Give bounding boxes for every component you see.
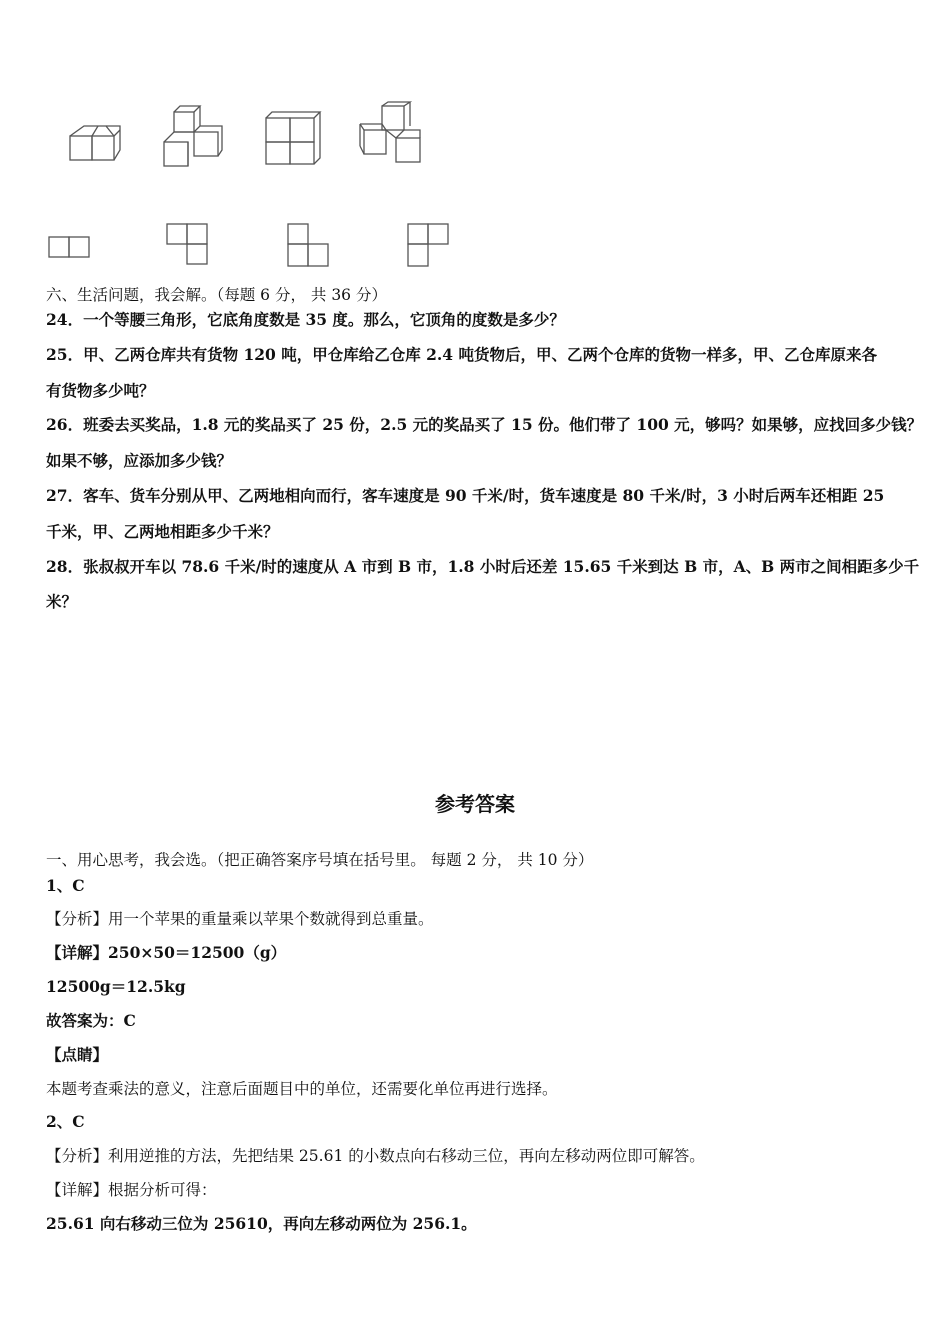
answer-1-detail: 【详解】250×50＝12500（g）	[46, 943, 287, 962]
answer-1-label: 1、C	[46, 876, 85, 895]
answer-1-comment: 本题考查乘法的意义，注意后面题目中的单位，还需要化单位再进行选择。	[46, 1080, 558, 1098]
answer-2-detail: 【详解】根据分析可得：	[46, 1181, 217, 1199]
solid-figure-2	[160, 104, 226, 170]
section6-heading: 六、生活问题，我会解。（每题 6 分， 共 36 分）	[46, 286, 387, 304]
answer-1-comment-label: 【点睛】	[46, 1045, 109, 1064]
question-28-line1: 28．张叔叔开车以 78.6 千米/时的速度从 A 市到 B 市，1.8 小时后还差 15.65 千米到达 B 市，A、B 两市之间相距多少千	[46, 557, 920, 576]
question-26-line1: 26．班委去买奖品，1.8 元的奖品买了 25 份，2.5 元的奖品买了 15 份。他们带了 100 元，够吗？如果够，应找回多少钱？	[46, 415, 923, 434]
question-27-line1: 27．客车、货车分别从甲、乙两地相向而行，客车速度是 90 千米/时，货车速度是 80 千米/时，3 小时后两车还相距 25	[46, 486, 885, 505]
question-26-line2: 如果不够，应添加多少钱？	[46, 451, 233, 470]
answers-section1-heading: 一、用心思考，我会选。（把正确答案序号填在括号里。 每题 2 分， 共 10 分）	[46, 851, 594, 869]
question-25-line1: 25．甲、乙两仓库共有货物 120 吨，甲仓库给乙仓库 2.4 吨货物后，甲、乙两个仓库的货物一样多，甲、乙仓库原来各	[46, 345, 877, 364]
answer-1-conclusion: 故答案为：C	[46, 1011, 136, 1030]
question-24: 24．一个等腰三角形，它底角度数是 35 度。那么，它顶角的度数是多少？	[46, 310, 565, 329]
question-27-line2: 千米，甲、乙两地相距多少千米？	[46, 522, 279, 541]
solid-figure-4	[356, 100, 428, 166]
answers-title: 参考答案	[435, 792, 515, 816]
solid-figure-1	[66, 120, 126, 166]
view-figure-2	[166, 222, 212, 268]
answer-2-step: 25.61 向右移动三位为 25610，再向左移动两位为 256.1。	[46, 1214, 477, 1233]
question-28-line2: 米？	[46, 592, 78, 611]
question-25-line2: 有货物多少吨？	[46, 381, 155, 400]
solid-figure-3	[262, 110, 322, 166]
answer-1-convert: 12500g＝12.5kg	[46, 977, 186, 996]
answer-1-analysis: 【分析】用一个苹果的重量乘以苹果个数就得到总重量。	[46, 910, 434, 928]
view-figure-4	[406, 222, 452, 268]
view-figure-3	[286, 222, 332, 270]
answer-2-analysis: 【分析】利用逆推的方法，先把结果 25.61 的小数点向右移动三位，再向左移动两位即可解答。	[46, 1147, 705, 1165]
view-figure-1	[48, 234, 92, 260]
answer-2-label: 2、C	[46, 1112, 85, 1131]
